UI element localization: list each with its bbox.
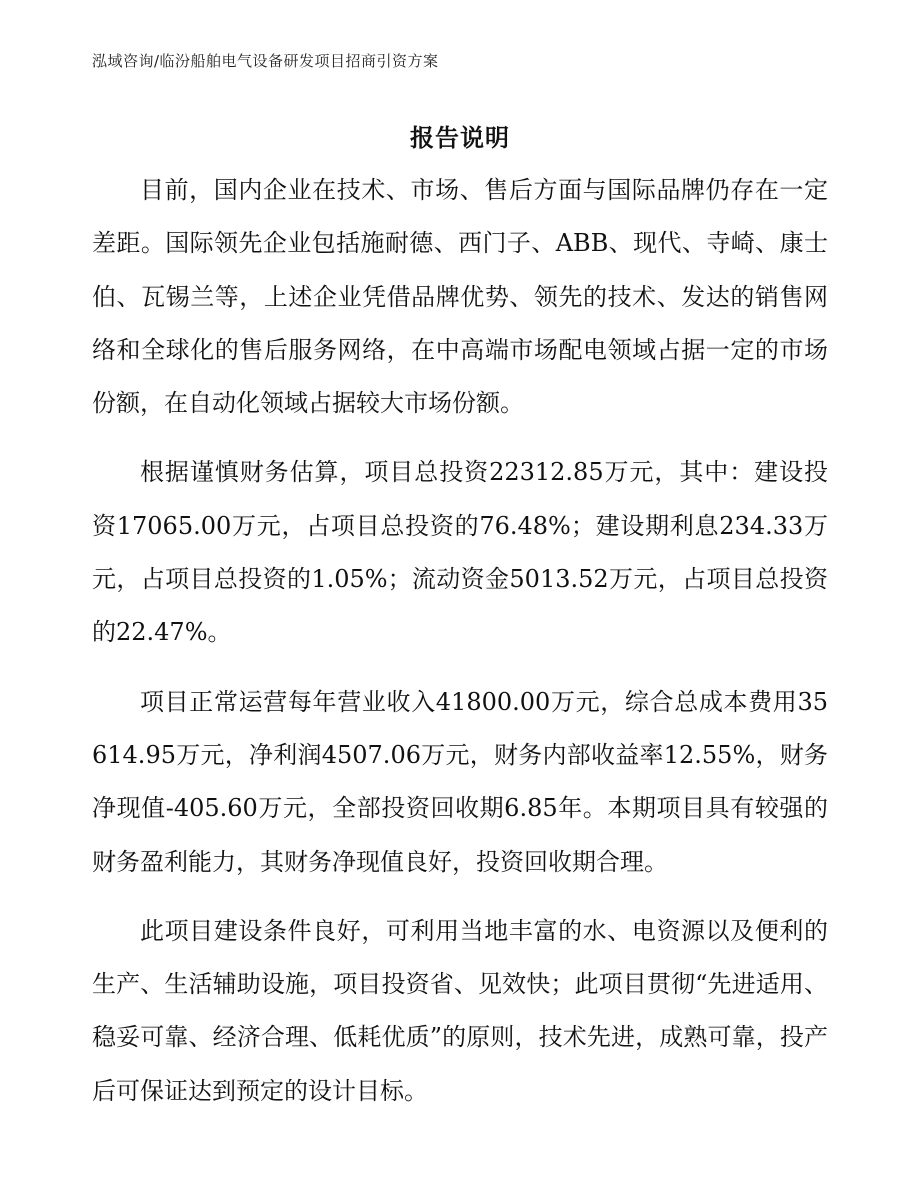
page-header: 泓域咨询/临汾船舶电气设备研发项目招商引资方案 — [92, 52, 439, 70]
paragraph-financial-returns: 项目正常运营每年营业收入41800.00万元，综合总成本费用35614.95万元，净利润4507.06万元，财务内部收益率12.55%，财务净现值-405.60万元，全部投资回收期6.85年。本期项目具有较强的财务盈利能力，其财务净现值良好，投资回收期合理。 — [92, 687, 828, 876]
paragraph-market-overview: 目前，国内企业在技术、市场、售后方面与国际品牌仍存在一定差距。国际领先企业包括施耐德、西门子、ABB、现代、寺崎、康士伯、瓦锡兰等，上述企业凭借品牌优势、领先的技术、发达的销售网络和全球化的售后服务网络，在中高端市场配电领域占据一定的市场份额，在自动化领域占据较大市场份额。 — [92, 176, 828, 418]
paragraph-project-conditions: 此项目建设条件良好，可利用当地丰富的水、电资源以及便利的生产、生活辅助设施，项目投资省、见效快；此项目贯彻“先进适用、稳妥可靠、经济合理、低耗优质”的原则，技术先进，成熟可靠，投产后可保证达到预定的设计目标。 — [92, 916, 828, 1105]
document-body — [92, 164, 828, 1134]
document-title: 报告说明 — [410, 124, 510, 152]
header-divider — [92, 78, 828, 79]
paragraph-investment-estimate: 根据谨慎财务估算，项目总投资22312.85万元，其中：建设投资17065.00万元，占项目总投资的76.48%；建设期利息234.33万元，占项目总投资的1.05%；流动资金5013.52万元，占项目总投资的22.47%。 — [92, 458, 828, 647]
